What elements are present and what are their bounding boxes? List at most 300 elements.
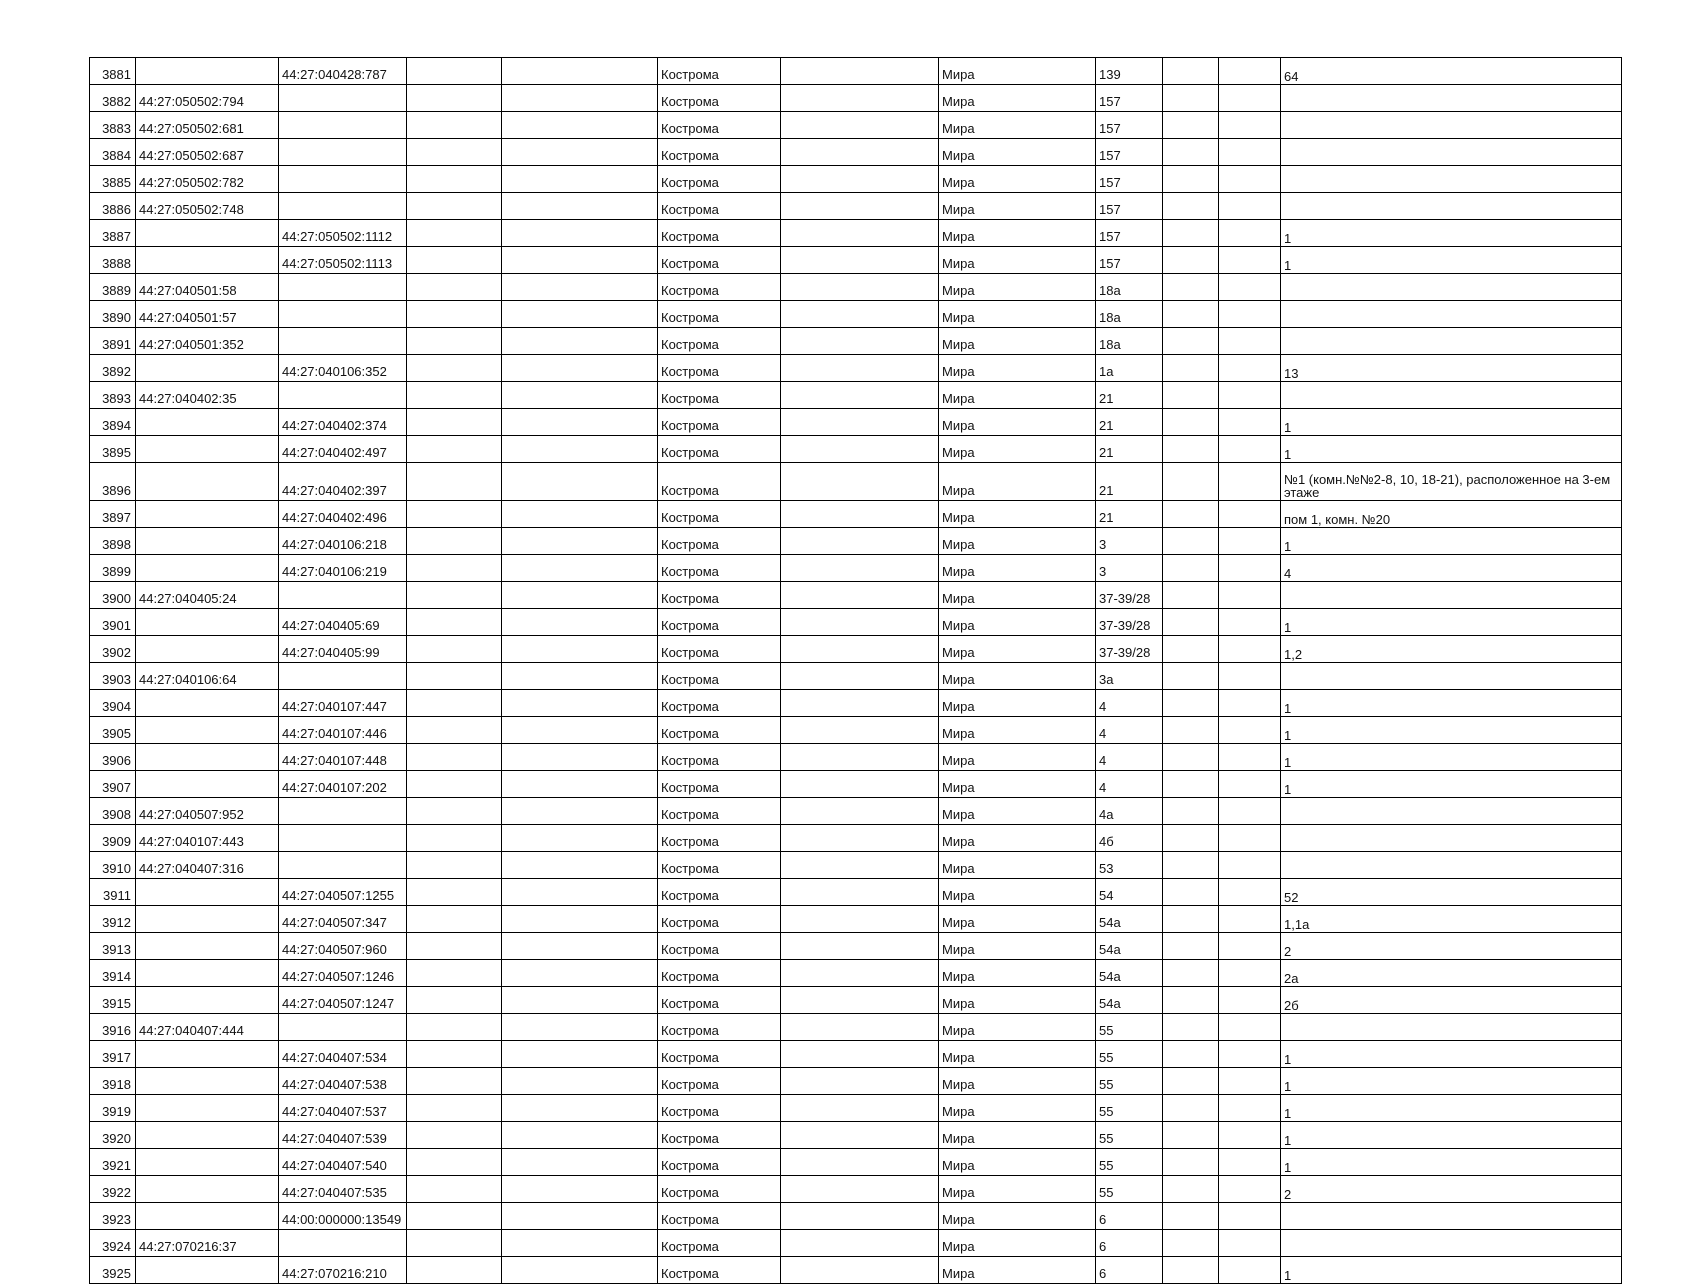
street-cell: Мира xyxy=(939,1068,1096,1095)
empty-cell xyxy=(1163,409,1219,436)
empty-cell xyxy=(502,328,658,355)
house-cell: 18а xyxy=(1096,274,1163,301)
empty-cell xyxy=(407,193,502,220)
empty-cell xyxy=(1163,355,1219,382)
empty-cell xyxy=(781,1203,939,1230)
empty-cell xyxy=(781,825,939,852)
table-row xyxy=(90,879,1622,906)
empty-cell xyxy=(1219,501,1281,528)
empty-cell xyxy=(1163,328,1219,355)
table-row xyxy=(90,825,1622,852)
empty-cell xyxy=(1163,247,1219,274)
empty-cell xyxy=(502,1230,658,1257)
city-cell: Кострома xyxy=(658,717,781,744)
house-cell: 157 xyxy=(1096,247,1163,274)
table-row xyxy=(90,1014,1622,1041)
house-cell: 37-39/28 xyxy=(1096,609,1163,636)
house-cell: 54а xyxy=(1096,933,1163,960)
empty-cell xyxy=(1163,609,1219,636)
table-row xyxy=(90,85,1622,112)
room-cell: 64 xyxy=(1281,58,1622,85)
street-cell: Мира xyxy=(939,436,1096,463)
empty-cell xyxy=(407,1014,502,1041)
city-cell: Кострома xyxy=(658,247,781,274)
empty-cell xyxy=(1219,1149,1281,1176)
row-number-cell: 3914 xyxy=(90,960,136,987)
city-cell: Кострома xyxy=(658,220,781,247)
room-cell: 4 xyxy=(1281,555,1622,582)
building-cadastral-cell xyxy=(136,1095,279,1122)
table-row xyxy=(90,463,1622,501)
house-cell: 6 xyxy=(1096,1230,1163,1257)
table-row xyxy=(90,852,1622,879)
row-number-cell: 3904 xyxy=(90,690,136,717)
city-cell: Кострома xyxy=(658,771,781,798)
room-cadastral-cell: 44:27:040407:538 xyxy=(279,1068,407,1095)
empty-cell xyxy=(502,636,658,663)
empty-cell xyxy=(502,717,658,744)
empty-cell xyxy=(1219,436,1281,463)
empty-cell xyxy=(502,1176,658,1203)
empty-cell xyxy=(502,193,658,220)
empty-cell xyxy=(502,301,658,328)
room-cadastral-cell xyxy=(279,328,407,355)
building-cadastral-cell xyxy=(136,1257,279,1284)
empty-cell xyxy=(1219,274,1281,301)
house-cell: 21 xyxy=(1096,409,1163,436)
table-row xyxy=(90,1203,1622,1230)
room-cadastral-cell xyxy=(279,582,407,609)
empty-cell xyxy=(407,690,502,717)
empty-cell xyxy=(781,1176,939,1203)
house-cell: 4 xyxy=(1096,771,1163,798)
empty-cell xyxy=(407,355,502,382)
empty-cell xyxy=(781,85,939,112)
empty-cell xyxy=(502,798,658,825)
table-row xyxy=(90,139,1622,166)
empty-cell xyxy=(1163,582,1219,609)
empty-cell xyxy=(1163,852,1219,879)
room-cadastral-cell xyxy=(279,139,407,166)
empty-cell xyxy=(407,825,502,852)
empty-cell xyxy=(781,1257,939,1284)
table-row xyxy=(90,409,1622,436)
empty-cell xyxy=(407,301,502,328)
empty-cell xyxy=(1219,906,1281,933)
room-cell xyxy=(1281,663,1622,690)
room-cadastral-cell: 44:27:050502:1113 xyxy=(279,247,407,274)
table-row xyxy=(90,355,1622,382)
street-cell: Мира xyxy=(939,139,1096,166)
empty-cell xyxy=(502,220,658,247)
room-cell: 1 xyxy=(1281,771,1622,798)
empty-cell xyxy=(1219,1176,1281,1203)
street-cell: Мира xyxy=(939,301,1096,328)
street-cell: Мира xyxy=(939,193,1096,220)
empty-cell xyxy=(1163,1095,1219,1122)
city-cell: Кострома xyxy=(658,879,781,906)
street-cell: Мира xyxy=(939,166,1096,193)
empty-cell xyxy=(407,771,502,798)
empty-cell xyxy=(781,58,939,85)
room-cadastral-cell: 44:27:040107:447 xyxy=(279,690,407,717)
house-cell: 157 xyxy=(1096,85,1163,112)
city-cell: Кострома xyxy=(658,1149,781,1176)
row-number-cell: 3897 xyxy=(90,501,136,528)
building-cadastral-cell xyxy=(136,355,279,382)
city-cell: Кострома xyxy=(658,1122,781,1149)
empty-cell xyxy=(1219,1203,1281,1230)
empty-cell xyxy=(407,501,502,528)
room-cell xyxy=(1281,166,1622,193)
table-row xyxy=(90,582,1622,609)
house-cell: 6 xyxy=(1096,1257,1163,1284)
room-cell: 1 xyxy=(1281,1068,1622,1095)
empty-cell xyxy=(1163,825,1219,852)
empty-cell xyxy=(1219,1230,1281,1257)
empty-cell xyxy=(1219,1041,1281,1068)
city-cell: Кострома xyxy=(658,58,781,85)
building-cadastral-cell: 44:27:040405:24 xyxy=(136,582,279,609)
street-cell: Мира xyxy=(939,771,1096,798)
room-cell: 1 xyxy=(1281,436,1622,463)
empty-cell xyxy=(502,933,658,960)
empty-cell xyxy=(781,1041,939,1068)
empty-cell xyxy=(502,247,658,274)
empty-cell xyxy=(1163,690,1219,717)
empty-cell xyxy=(781,609,939,636)
empty-cell xyxy=(407,933,502,960)
empty-cell xyxy=(1163,1041,1219,1068)
empty-cell xyxy=(502,852,658,879)
room-cadastral-cell xyxy=(279,825,407,852)
house-cell: 37-39/28 xyxy=(1096,636,1163,663)
house-cell: 55 xyxy=(1096,1176,1163,1203)
room-cell: 2 xyxy=(1281,933,1622,960)
empty-cell xyxy=(1219,1014,1281,1041)
room-cell: 1 xyxy=(1281,247,1622,274)
empty-cell xyxy=(1163,636,1219,663)
city-cell: Кострома xyxy=(658,193,781,220)
empty-cell xyxy=(781,1230,939,1257)
empty-cell xyxy=(1219,852,1281,879)
street-cell: Мира xyxy=(939,555,1096,582)
row-number-cell: 3902 xyxy=(90,636,136,663)
empty-cell xyxy=(1219,1095,1281,1122)
city-cell: Кострома xyxy=(658,1230,781,1257)
empty-cell xyxy=(1163,463,1219,501)
house-cell: 54а xyxy=(1096,987,1163,1014)
street-cell: Мира xyxy=(939,582,1096,609)
empty-cell xyxy=(1219,1122,1281,1149)
empty-cell xyxy=(781,879,939,906)
street-cell: Мира xyxy=(939,247,1096,274)
building-cadastral-cell: 44:27:040407:444 xyxy=(136,1014,279,1041)
row-number-cell: 3881 xyxy=(90,58,136,85)
table-row xyxy=(90,1176,1622,1203)
city-cell: Кострома xyxy=(658,960,781,987)
empty-cell xyxy=(1219,382,1281,409)
empty-cell xyxy=(407,987,502,1014)
city-cell: Кострома xyxy=(658,609,781,636)
room-cadastral-cell: 44:27:040507:1255 xyxy=(279,879,407,906)
row-number-cell: 3885 xyxy=(90,166,136,193)
table-row xyxy=(90,1257,1622,1284)
house-cell: 4а xyxy=(1096,798,1163,825)
room-cell: 1 xyxy=(1281,1041,1622,1068)
room-cadastral-cell: 44:00:000000:13549 xyxy=(279,1203,407,1230)
street-cell: Мира xyxy=(939,852,1096,879)
empty-cell xyxy=(1163,1203,1219,1230)
empty-cell xyxy=(502,1041,658,1068)
house-cell: 157 xyxy=(1096,220,1163,247)
empty-cell xyxy=(1163,58,1219,85)
row-number-cell: 3923 xyxy=(90,1203,136,1230)
empty-cell xyxy=(407,906,502,933)
city-cell: Кострома xyxy=(658,382,781,409)
empty-cell xyxy=(781,1068,939,1095)
empty-cell xyxy=(781,328,939,355)
table-row xyxy=(90,636,1622,663)
house-cell: 55 xyxy=(1096,1014,1163,1041)
city-cell: Кострома xyxy=(658,85,781,112)
empty-cell xyxy=(1219,744,1281,771)
building-cadastral-cell xyxy=(136,409,279,436)
street-cell: Мира xyxy=(939,987,1096,1014)
room-cadastral-cell: 44:27:040405:99 xyxy=(279,636,407,663)
row-number-cell: 3899 xyxy=(90,555,136,582)
city-cell: Кострома xyxy=(658,555,781,582)
building-cadastral-cell xyxy=(136,636,279,663)
street-cell: Мира xyxy=(939,1203,1096,1230)
street-cell: Мира xyxy=(939,58,1096,85)
registry-sheet xyxy=(89,57,1621,1284)
city-cell: Кострома xyxy=(658,1041,781,1068)
city-cell: Кострома xyxy=(658,798,781,825)
room-cell xyxy=(1281,1203,1622,1230)
table-row xyxy=(90,193,1622,220)
table-row xyxy=(90,382,1622,409)
row-number-cell: 3922 xyxy=(90,1176,136,1203)
table-row xyxy=(90,960,1622,987)
empty-cell xyxy=(407,85,502,112)
empty-cell xyxy=(781,852,939,879)
row-number-cell: 3900 xyxy=(90,582,136,609)
building-cadastral-cell xyxy=(136,1122,279,1149)
city-cell: Кострома xyxy=(658,112,781,139)
empty-cell xyxy=(502,906,658,933)
empty-cell xyxy=(407,382,502,409)
building-cadastral-cell xyxy=(136,690,279,717)
empty-cell xyxy=(1219,609,1281,636)
street-cell: Мира xyxy=(939,409,1096,436)
empty-cell xyxy=(781,166,939,193)
house-cell: 21 xyxy=(1096,501,1163,528)
building-cadastral-cell xyxy=(136,1176,279,1203)
street-cell: Мира xyxy=(939,112,1096,139)
city-cell: Кострома xyxy=(658,501,781,528)
row-number-cell: 3924 xyxy=(90,1230,136,1257)
empty-cell xyxy=(1163,798,1219,825)
empty-cell xyxy=(502,1122,658,1149)
empty-cell xyxy=(1163,717,1219,744)
room-cadastral-cell: 44:27:040402:397 xyxy=(279,463,407,501)
room-cadastral-cell: 44:27:040405:69 xyxy=(279,609,407,636)
empty-cell xyxy=(1219,328,1281,355)
building-cadastral-cell: 44:27:040402:35 xyxy=(136,382,279,409)
empty-cell xyxy=(407,274,502,301)
empty-cell xyxy=(502,825,658,852)
room-cadastral-cell: 44:27:040507:1247 xyxy=(279,987,407,1014)
street-cell: Мира xyxy=(939,879,1096,906)
empty-cell xyxy=(781,409,939,436)
house-cell: 18а xyxy=(1096,328,1163,355)
house-cell: 157 xyxy=(1096,112,1163,139)
house-cell: 21 xyxy=(1096,382,1163,409)
table-row xyxy=(90,987,1622,1014)
empty-cell xyxy=(1163,744,1219,771)
empty-cell xyxy=(781,355,939,382)
empty-cell xyxy=(407,609,502,636)
city-cell: Кострома xyxy=(658,825,781,852)
row-number-cell: 3891 xyxy=(90,328,136,355)
city-cell: Кострома xyxy=(658,301,781,328)
empty-cell xyxy=(407,879,502,906)
empty-cell xyxy=(502,355,658,382)
empty-cell xyxy=(1219,301,1281,328)
empty-cell xyxy=(1163,1176,1219,1203)
empty-cell xyxy=(502,609,658,636)
row-number-cell: 3883 xyxy=(90,112,136,139)
empty-cell xyxy=(781,798,939,825)
house-cell: 54а xyxy=(1096,906,1163,933)
city-cell: Кострома xyxy=(658,663,781,690)
row-number-cell: 3892 xyxy=(90,355,136,382)
row-number-cell: 3907 xyxy=(90,771,136,798)
city-cell: Кострома xyxy=(658,1095,781,1122)
building-cadastral-cell: 44:27:040501:58 xyxy=(136,274,279,301)
city-cell: Кострома xyxy=(658,906,781,933)
empty-cell xyxy=(502,85,658,112)
empty-cell xyxy=(407,247,502,274)
table-row xyxy=(90,301,1622,328)
empty-cell xyxy=(1219,166,1281,193)
empty-cell xyxy=(1219,463,1281,501)
building-cadastral-cell: 44:27:040106:64 xyxy=(136,663,279,690)
empty-cell xyxy=(502,528,658,555)
street-cell: Мира xyxy=(939,382,1096,409)
table-row xyxy=(90,501,1622,528)
house-cell: 3 xyxy=(1096,528,1163,555)
empty-cell xyxy=(781,582,939,609)
table-row xyxy=(90,744,1622,771)
street-cell: Мира xyxy=(939,798,1096,825)
street-cell: Мира xyxy=(939,501,1096,528)
empty-cell xyxy=(781,555,939,582)
empty-cell xyxy=(502,1149,658,1176)
empty-cell xyxy=(407,1230,502,1257)
street-cell: Мира xyxy=(939,1041,1096,1068)
building-cadastral-cell: 44:27:050502:782 xyxy=(136,166,279,193)
empty-cell xyxy=(407,463,502,501)
building-cadastral-cell: 44:27:040407:316 xyxy=(136,852,279,879)
table-row xyxy=(90,166,1622,193)
empty-cell xyxy=(407,852,502,879)
table-row xyxy=(90,555,1622,582)
room-cadastral-cell: 44:27:040106:219 xyxy=(279,555,407,582)
row-number-cell: 3888 xyxy=(90,247,136,274)
table-row xyxy=(90,663,1622,690)
empty-cell xyxy=(781,1122,939,1149)
empty-cell xyxy=(1219,879,1281,906)
room-cell: 1 xyxy=(1281,717,1622,744)
building-cadastral-cell xyxy=(136,933,279,960)
empty-cell xyxy=(407,1041,502,1068)
room-cell: 2б xyxy=(1281,987,1622,1014)
street-cell: Мира xyxy=(939,906,1096,933)
building-cadastral-cell xyxy=(136,906,279,933)
empty-cell xyxy=(781,501,939,528)
building-cadastral-cell xyxy=(136,501,279,528)
room-cadastral-cell xyxy=(279,85,407,112)
room-cell: 1 xyxy=(1281,609,1622,636)
empty-cell xyxy=(1163,193,1219,220)
room-cell xyxy=(1281,1014,1622,1041)
empty-cell xyxy=(407,960,502,987)
row-number-cell: 3913 xyxy=(90,933,136,960)
street-cell: Мира xyxy=(939,744,1096,771)
building-cadastral-cell: 44:27:040501:57 xyxy=(136,301,279,328)
empty-cell xyxy=(502,1014,658,1041)
empty-cell xyxy=(502,463,658,501)
empty-cell xyxy=(407,1176,502,1203)
room-cadastral-cell: 44:27:040107:202 xyxy=(279,771,407,798)
city-cell: Кострома xyxy=(658,933,781,960)
empty-cell xyxy=(1163,906,1219,933)
room-cell: 52 xyxy=(1281,879,1622,906)
empty-cell xyxy=(781,771,939,798)
room-cell: 1 xyxy=(1281,528,1622,555)
city-cell: Кострома xyxy=(658,1176,781,1203)
empty-cell xyxy=(502,1257,658,1284)
empty-cell xyxy=(407,1122,502,1149)
room-cadastral-cell xyxy=(279,1230,407,1257)
empty-cell xyxy=(502,663,658,690)
row-number-cell: 3912 xyxy=(90,906,136,933)
empty-cell xyxy=(407,58,502,85)
empty-cell xyxy=(502,960,658,987)
empty-cell xyxy=(1163,771,1219,798)
room-cell: 1 xyxy=(1281,1095,1622,1122)
empty-cell xyxy=(781,247,939,274)
empty-cell xyxy=(407,663,502,690)
empty-cell xyxy=(407,139,502,166)
building-cadastral-cell: 44:27:050502:794 xyxy=(136,85,279,112)
row-number-cell: 3894 xyxy=(90,409,136,436)
empty-cell xyxy=(781,1095,939,1122)
empty-cell xyxy=(1219,193,1281,220)
building-cadastral-cell: 44:27:050502:748 xyxy=(136,193,279,220)
room-cadastral-cell: 44:27:040106:218 xyxy=(279,528,407,555)
room-cell xyxy=(1281,139,1622,166)
house-cell: 53 xyxy=(1096,852,1163,879)
empty-cell xyxy=(781,744,939,771)
room-cell xyxy=(1281,112,1622,139)
building-cadastral-cell xyxy=(136,1041,279,1068)
empty-cell xyxy=(1163,220,1219,247)
street-cell: Мира xyxy=(939,355,1096,382)
room-cell xyxy=(1281,825,1622,852)
